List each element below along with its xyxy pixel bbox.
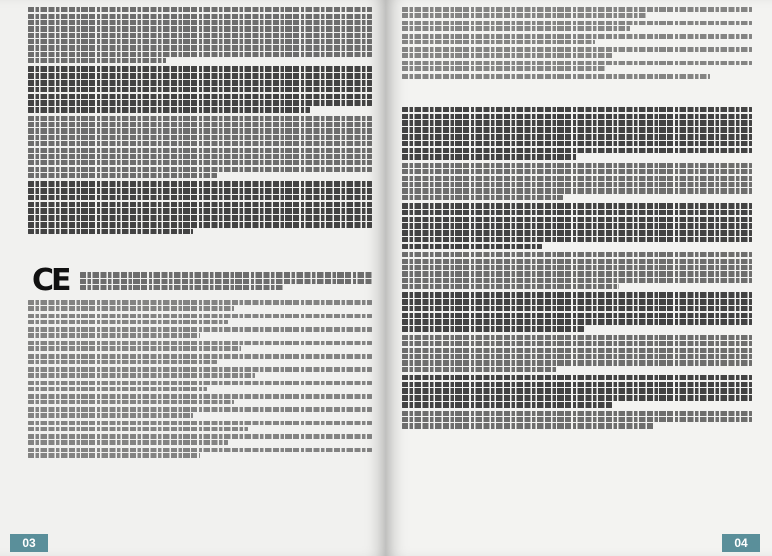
declaration-czech	[28, 448, 372, 458]
ce-declaration-block	[28, 262, 372, 299]
declaration-italian	[28, 341, 372, 351]
ce-mark-logo: CE	[32, 262, 69, 298]
declaration-dutch	[28, 327, 372, 337]
left-page-footer	[0, 530, 160, 556]
right-page-footer	[612, 530, 772, 556]
disposal-notice-dutch	[402, 252, 752, 289]
left-page-text-column	[28, 6, 372, 528]
declaration-hungarian	[402, 7, 752, 17]
disposal-notice-german	[402, 107, 752, 160]
page-number-badge-right: 04	[722, 534, 760, 552]
declaration-russian	[28, 421, 372, 431]
disposal-notice-english	[402, 163, 752, 200]
declaration-portuguese	[28, 367, 372, 377]
disposal-notice-french	[402, 203, 752, 249]
declaration-romanian	[402, 34, 752, 44]
declaration-spanish	[28, 354, 372, 364]
declaration-swedish	[28, 394, 372, 404]
right-page	[386, 0, 772, 556]
paragraph-czech	[28, 66, 372, 112]
ce-declaration-german	[80, 271, 372, 290]
page-number-badge-left: 03	[10, 534, 48, 552]
paragraph-bulgarian	[28, 7, 372, 63]
declaration-finnish	[28, 407, 372, 417]
disposal-notice-portuguese	[402, 375, 752, 408]
disposal-notice-spanish	[402, 335, 752, 372]
declaration-danish	[28, 381, 372, 391]
disposal-notice-danish	[402, 411, 752, 429]
declaration-croatian	[402, 74, 752, 79]
declaration-polish	[28, 434, 372, 444]
disposal-notice-italian	[402, 292, 752, 332]
right-page-text-column	[402, 6, 752, 528]
declaration-greek	[402, 47, 752, 57]
declaration-english	[28, 300, 372, 310]
declaration-slovak	[402, 21, 752, 31]
paragraph-greek	[28, 116, 372, 179]
declaration-slovenian	[402, 61, 752, 71]
paragraph-slovak	[28, 181, 372, 234]
declaration-french	[28, 314, 372, 324]
